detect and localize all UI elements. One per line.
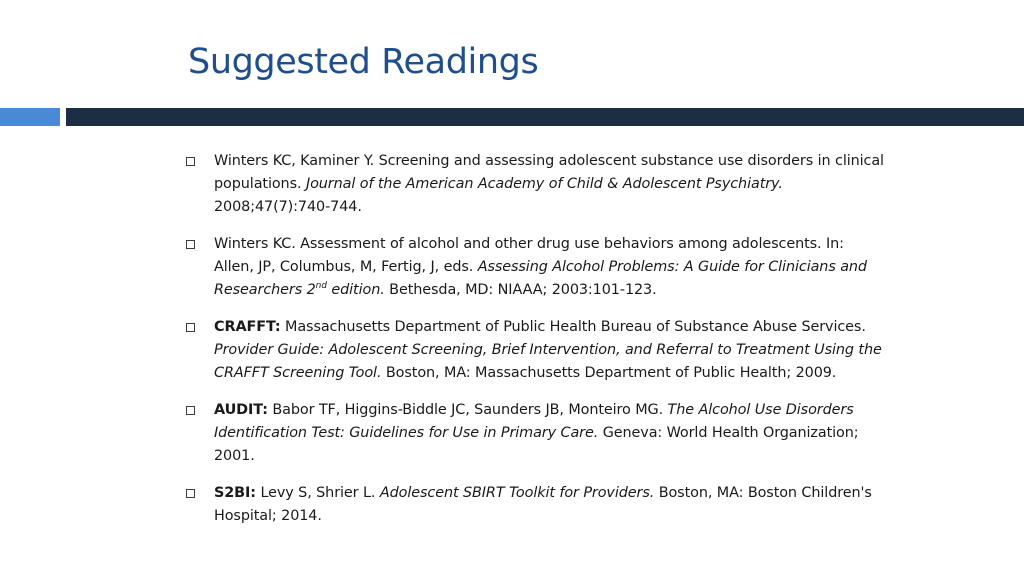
reference-authors: Winters KC. Assessment of alcohol and other drug use behaviors among adolescents. In: Allen, JP, Columbus, M, Fertig, J, eds. [214,236,844,275]
reference-item-audit [186,399,886,468]
accent-bar-dark [66,108,1024,126]
reference-book-title: Assessing Alcohol Problems: A Guide for Clinicians and Researchers 2 [214,259,867,298]
square-bullet-icon [186,323,195,332]
square-bullet-icon [186,240,195,249]
reference-item-s2bi [186,482,886,528]
accent-bar-light [0,108,60,126]
reference-book-edition: edition. [326,282,385,298]
square-bullet-icon [186,489,195,498]
reference-authors: Levy S, Shrier L. [255,485,380,501]
reference-list [186,150,886,542]
reference-item-winters-kaminer [186,150,886,219]
reference-citation: Boston, MA: Boston Children's Hospital; 2014. [214,485,872,524]
reference-authors: Babor TF, Higgins-Biddle JC, Saunders JB, Monteiro MG. [267,402,668,418]
reference-citation: Boston, MA: Massachusetts Department of Public Health; 2009. [381,365,837,381]
reference-journal: Journal of the American Academy of Child & Adolescent Psychiatry. [305,176,783,192]
reference-book-title: Provider Guide: Adolescent Screening, Brief Intervention, and Referral to Treatment Using the CRAFFT Screening Tool. [214,342,882,381]
reference-book-title: Adolescent SBIRT Toolkit for Providers. [379,485,655,501]
slide-title: Suggested Readings [188,42,539,82]
reference-superscript: nd [315,281,327,292]
square-bullet-icon [186,157,195,166]
reference-label: S2BI: [214,485,256,501]
reference-citation: Geneva: World Health Organization; 2001. [214,425,859,464]
reference-book-title: The Alcohol Use Disorders Identification Test: Guidelines for Use in Primary Care. [214,402,854,441]
reference-label: AUDIT: [214,402,268,418]
reference-item-winters [186,233,886,302]
reference-item-crafft [186,316,886,385]
reference-citation: 2008;47(7):740-744. [214,199,362,215]
reference-citation: Bethesda, MD: NIAAA; 2003:101-123. [384,282,657,298]
reference-authors: Massachusetts Department of Public Health Bureau of Substance Abuse Services. [280,319,866,335]
reference-label: CRAFFT: [214,319,281,335]
reference-authors: Winters KC, Kaminer Y. Screening and assessing adolescent substance use disorders in clinical populations. [214,153,884,192]
square-bullet-icon [186,406,195,415]
